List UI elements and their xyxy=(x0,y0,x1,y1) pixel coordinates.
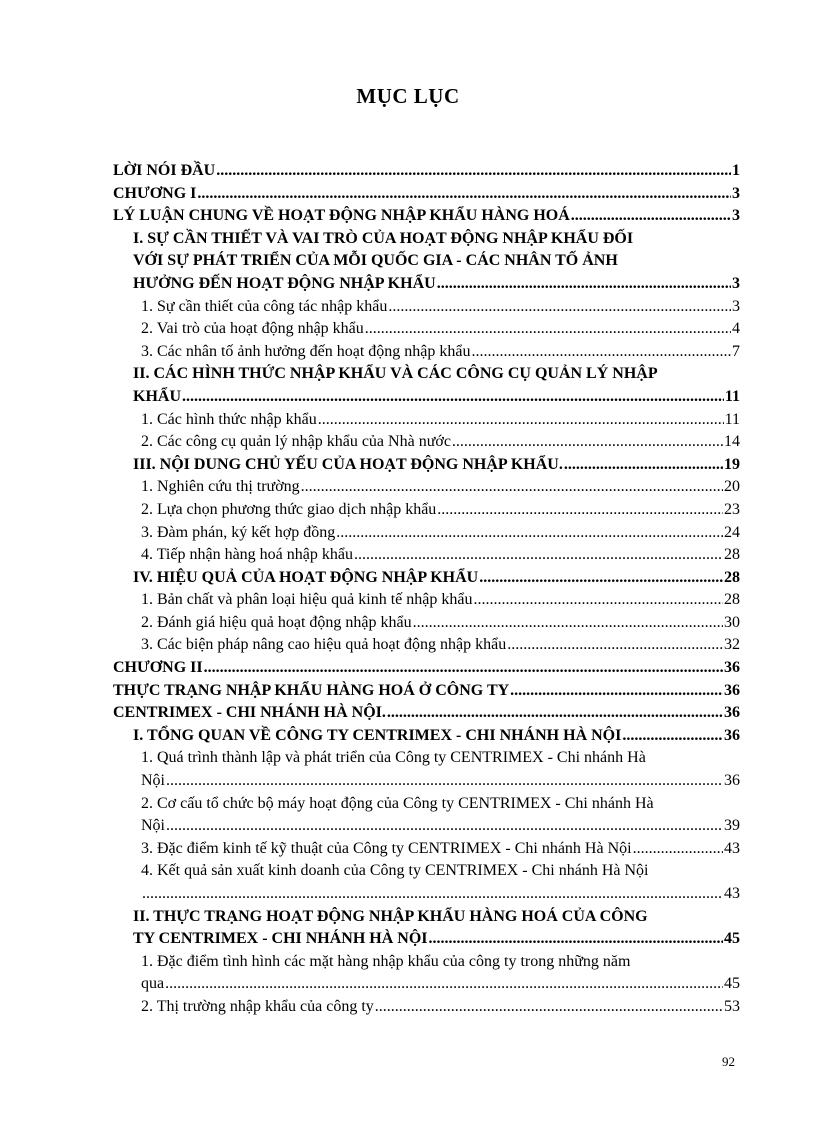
toc-page-number: 7 xyxy=(732,342,740,360)
page-number: 92 xyxy=(722,1054,735,1069)
dot-leader xyxy=(472,341,731,364)
toc-entry-row xyxy=(141,838,740,861)
dot-leader xyxy=(452,431,723,454)
toc-entry-row xyxy=(141,589,740,612)
toc-entry-title: Nội xyxy=(141,772,165,790)
toc-entry xyxy=(113,951,740,996)
toc-entry xyxy=(113,589,740,612)
toc-entry xyxy=(113,522,740,545)
toc-entry xyxy=(113,454,740,477)
toc-entry-title: I. TỔNG QUAN VỀ CÔNG TY CENTRIMEX - CHI NHÁNH HÀ NỘI xyxy=(133,726,622,744)
dot-leader xyxy=(375,996,723,1019)
toc-entry-title: 4. Tiếp nhận hàng hoá nhập khẩu xyxy=(141,546,353,564)
toc-entry-row xyxy=(141,634,740,657)
toc-entry-row xyxy=(113,205,740,228)
toc-page-number: 32 xyxy=(724,636,740,654)
toc-entry-row xyxy=(141,476,740,499)
toc-page-number: 36 xyxy=(724,704,740,722)
toc-entry-title: CENTRIMEX - CHI NHÁNH HÀ NỘI. xyxy=(113,704,386,722)
toc-entry xyxy=(113,634,740,657)
toc-page-number: 3 xyxy=(732,274,740,292)
toc-page-number: 11 xyxy=(724,410,740,428)
toc-entry-title: 3. Các nhân tố ảnh hưởng đến hoạt động nhập khẩu xyxy=(141,342,471,360)
toc-entry xyxy=(113,476,740,499)
toc-entry-row xyxy=(113,657,740,680)
toc-entry-row xyxy=(133,567,740,590)
dot-leader xyxy=(318,409,724,432)
toc-entry xyxy=(113,860,740,905)
toc-entry-title: 1. Sự cần thiết của công tác nhập khẩu xyxy=(141,297,388,315)
toc-entry-title: 1. Các hình thức nhập khẩu xyxy=(141,410,317,428)
toc-page-number: 36 xyxy=(724,659,740,677)
toc-entry-title: LÝ LUẬN CHUNG VỀ HOẠT ĐỘNG NHẬP KHẨU HÀNG HOÁ xyxy=(113,207,570,225)
toc-entry-row xyxy=(133,454,740,477)
toc-entry xyxy=(113,431,740,454)
dot-leader xyxy=(301,476,723,499)
toc-entry-row xyxy=(113,160,740,183)
toc-entry-line: II. CÁC HÌNH THỨC NHẬP KHẨU VÀ CÁC CÔNG CỤ QUẢN LÝ NHẬP xyxy=(133,365,658,383)
toc-entry-row xyxy=(141,409,740,432)
dot-leader xyxy=(510,680,723,703)
toc-entry xyxy=(113,567,740,590)
toc-entry-row xyxy=(141,499,740,522)
toc-entry xyxy=(113,793,740,838)
toc-entry-line: II. THỰC TRẠNG HOẠT ĐỘNG NHẬP KHẨU HÀNG HOÁ CỦA CÔNG xyxy=(133,907,648,925)
toc-entry-title: CHƯƠNG II xyxy=(113,659,203,677)
dot-leader xyxy=(166,770,723,793)
toc-entry-title: IV. HIỆU QUẢ CỦA HOẠT ĐỘNG NHẬP KHẨU xyxy=(133,568,479,586)
toc-entry xyxy=(113,499,740,522)
page-title: MỤC LỤC xyxy=(356,84,460,108)
toc-entry-title: 2. Vai trò của hoạt động nhập khẩu xyxy=(141,320,364,338)
toc-page-number: 28 xyxy=(724,591,740,609)
toc-entry-title: TY CENTRIMEX - CHI NHÁNH HÀ NỘI xyxy=(133,930,428,948)
toc-page-number: 11 xyxy=(724,387,740,405)
toc-entry xyxy=(113,702,740,725)
toc-entry-title: 2. Các công cụ quản lý nhập khẩu của Nhà nước xyxy=(141,433,451,451)
toc-page-number: 19 xyxy=(724,455,740,473)
toc-entry xyxy=(113,205,740,228)
toc-page-number: 14 xyxy=(724,433,740,451)
dot-leader xyxy=(197,183,731,206)
dot-leader xyxy=(479,567,723,590)
toc-entry xyxy=(113,996,740,1019)
toc-entry xyxy=(113,680,740,703)
toc-entry xyxy=(113,318,740,341)
toc-entry-row xyxy=(113,680,740,703)
toc-entry-title: 1. Nghiên cứu thị trường xyxy=(141,478,300,496)
toc-entry-row xyxy=(141,973,740,996)
table-of-contents xyxy=(113,160,740,1019)
toc-page-number: 45 xyxy=(724,930,740,948)
toc-page-number: 43 xyxy=(724,839,740,857)
toc-entry-row xyxy=(141,522,740,545)
toc-page-number: 28 xyxy=(724,568,740,586)
dot-leader xyxy=(354,544,723,567)
dot-leader xyxy=(336,522,723,545)
toc-entry xyxy=(113,612,740,635)
toc-page-number: 53 xyxy=(724,997,740,1015)
toc-entry-row xyxy=(133,725,740,748)
toc-entry-line: 1. Đặc điểm tình hình các mặt hàng nhập khẩu của công ty trong những năm xyxy=(141,952,631,970)
toc-page-number: 45 xyxy=(724,975,740,993)
dot-leader xyxy=(365,318,731,341)
dot-leader xyxy=(633,838,723,861)
toc-page-number: 3 xyxy=(732,207,740,225)
toc-page-number: 30 xyxy=(724,613,740,631)
toc-entry-title: 2. Đánh giá hiệu quả hoạt động nhập khẩu xyxy=(141,613,412,631)
dot-leader xyxy=(507,634,723,657)
toc-page-number: 36 xyxy=(724,681,740,699)
toc-entry xyxy=(113,228,740,296)
toc-page-number: 3 xyxy=(732,184,740,202)
toc-entry xyxy=(113,341,740,364)
dot-leader xyxy=(437,273,731,296)
toc-page-number: 4 xyxy=(732,320,740,338)
dot-leader xyxy=(564,454,723,477)
toc-entry-row xyxy=(141,883,740,906)
toc-entry-title: III. NỘI DUNG CHỦ YẾU CỦA HOẠT ĐỘNG NHẬP KHẨU. xyxy=(133,455,563,473)
toc-page-number: 28 xyxy=(724,546,740,564)
toc-entry-row xyxy=(133,273,740,296)
toc-entry-title: 1. Bản chất và phân loại hiệu quả kinh tế nhập khẩu xyxy=(141,591,473,609)
toc-entry-row xyxy=(113,183,740,206)
toc-page-number: 23 xyxy=(724,500,740,518)
toc-entry-title: HƯỞNG ĐẾN HOẠT ĐỘNG NHẬP KHẨU xyxy=(133,274,436,292)
toc-page-number: 39 xyxy=(724,817,740,835)
dot-leader xyxy=(413,612,723,635)
toc-entry-title: 3. Đàm phán, ký kết hợp đồng xyxy=(141,523,336,541)
toc-entry-row xyxy=(141,770,740,793)
toc-entry-line: I. SỰ CẦN THIẾT VÀ VAI TRÒ CỦA HOẠT ĐỘNG NHẬP KHẨU ĐỐI xyxy=(133,229,634,247)
toc-entry-title: LỜI NÓI ĐẦU xyxy=(113,162,216,179)
toc-entry-title: KHẨU xyxy=(133,387,181,405)
dot-leader xyxy=(204,657,723,680)
toc-entry xyxy=(113,160,740,183)
dot-leader xyxy=(437,499,723,522)
dot-leader xyxy=(388,296,731,319)
toc-entry-row xyxy=(141,544,740,567)
dot-leader xyxy=(166,815,723,838)
toc-entry-title: 2. Lựa chọn phương thức giao dịch nhập khẩu xyxy=(141,500,437,518)
toc-page-number: 1 xyxy=(732,162,740,179)
toc-entry-line: 4. Kết quả sản xuất kinh doanh của Công ty CENTRIMEX - Chi nhánh Hà Nội xyxy=(141,862,649,880)
dot-leader xyxy=(429,928,723,951)
toc-entry xyxy=(113,544,740,567)
toc-entry-row xyxy=(141,296,740,319)
toc-entry xyxy=(113,409,740,432)
toc-entry-title: 3. Đặc điểm kinh tế kỹ thuật của Công ty CENTRIMEX - Chi nhánh Hà Nội xyxy=(141,839,632,857)
toc-page-number: 43 xyxy=(724,885,740,902)
toc-entry-row xyxy=(141,996,740,1019)
dot-leader xyxy=(473,589,723,612)
toc-entry-row xyxy=(133,386,740,409)
toc-entry-row xyxy=(113,702,740,725)
toc-page-number: 20 xyxy=(724,478,740,496)
dot-leader xyxy=(571,205,731,228)
toc-entry-title: Nội xyxy=(141,817,165,835)
toc-entry xyxy=(113,296,740,319)
toc-entry-row xyxy=(141,341,740,364)
toc-entry xyxy=(113,363,740,408)
toc-entry-row xyxy=(141,612,740,635)
toc-entry-row xyxy=(141,815,740,838)
toc-page-number: 36 xyxy=(724,772,740,790)
dot-leader xyxy=(142,883,723,906)
toc-entry xyxy=(113,838,740,861)
toc-entry xyxy=(113,747,740,792)
toc-entry-line: 1. Quá trình thành lập và phát triển của Công ty CENTRIMEX - Chi nhánh Hà xyxy=(141,749,646,767)
dot-leader xyxy=(387,702,723,725)
dot-leader xyxy=(622,725,723,748)
toc-entry-row xyxy=(141,431,740,454)
toc-page-number: 36 xyxy=(724,726,740,744)
toc-entry-row xyxy=(133,928,740,951)
toc-entry xyxy=(113,906,740,951)
dot-leader xyxy=(182,386,724,409)
dot-leader xyxy=(165,973,723,996)
toc-entry-title: 2. Thị trường nhập khẩu của công ty xyxy=(141,997,374,1015)
toc-entry xyxy=(113,657,740,680)
dot-leader xyxy=(216,160,731,183)
toc-entry-row xyxy=(141,318,740,341)
toc-entry-title: 3. Các biện pháp nâng cao hiệu quả hoạt động nhập khẩu xyxy=(141,636,507,654)
toc-page-number: 3 xyxy=(732,297,740,315)
toc-entry xyxy=(113,725,740,748)
toc-entry-title: THỰC TRẠNG NHẬP KHẨU HÀNG HOÁ Ở CÔNG TY xyxy=(113,681,510,699)
toc-entry-line: VỚI SỰ PHÁT TRIỂN CỦA MỖI QUỐC GIA - CÁC NHÂN TỐ ẢNH xyxy=(133,252,618,270)
toc-page-number: 24 xyxy=(724,523,740,541)
toc-entry-title: qua xyxy=(141,975,165,993)
toc-entry-line: 2. Cơ cấu tổ chức bộ máy hoạt động của Công ty CENTRIMEX - Chi nhánh Hà xyxy=(141,794,654,812)
toc-entry xyxy=(113,183,740,206)
toc-entry-title: CHƯƠNG I xyxy=(113,184,197,202)
